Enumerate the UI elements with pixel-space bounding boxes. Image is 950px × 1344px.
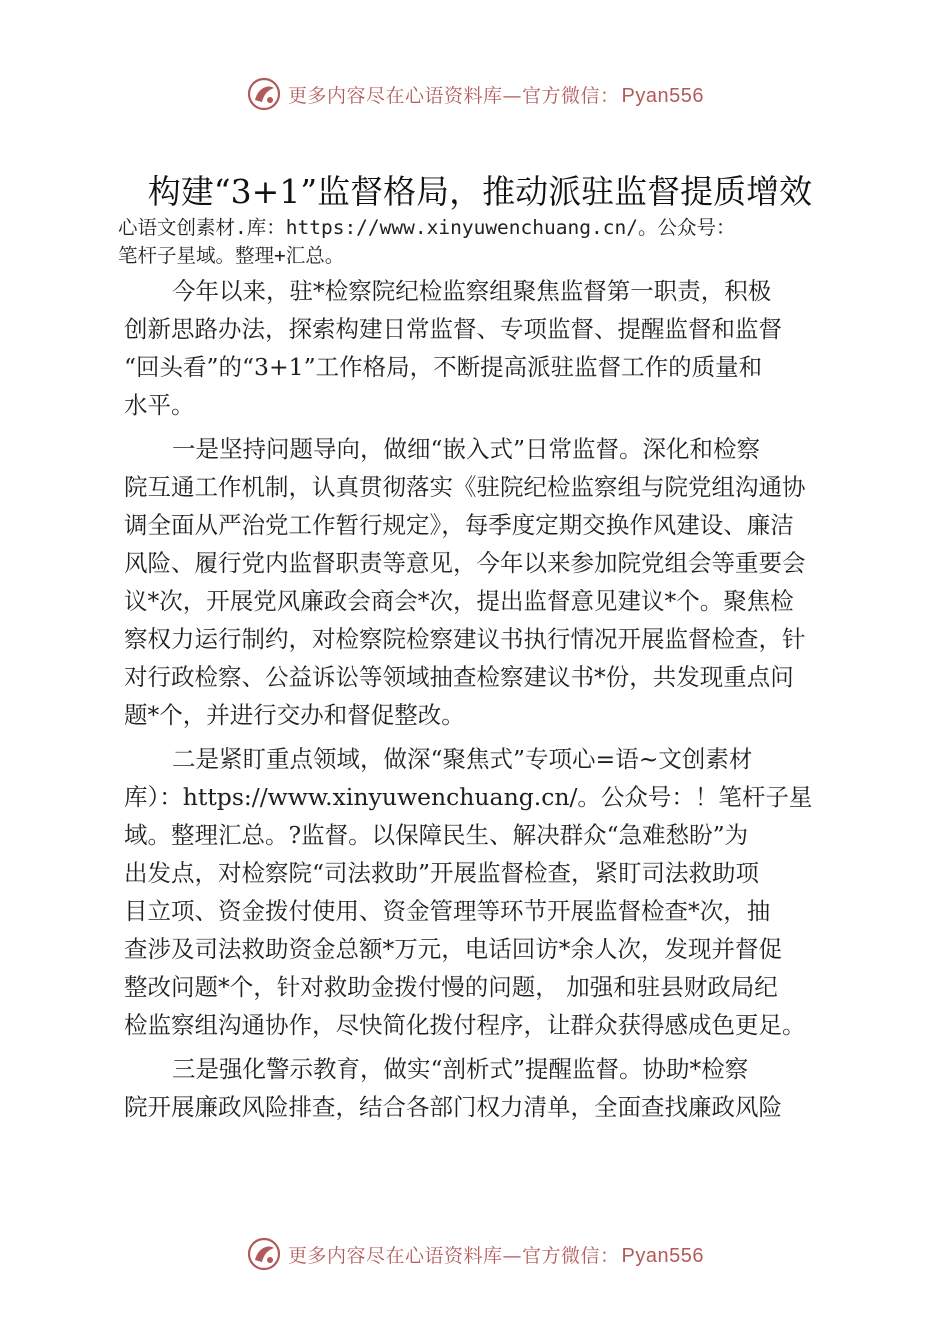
paragraph-special-supervision (124, 740, 844, 1044)
text-line: 今年以来，驻*检察院纪检监察组聚焦监督第一职责，积极 (172, 277, 772, 305)
text-line: 出发点，对检察院“司法救助”开展监督检查，紧盯司法救助项 (124, 859, 760, 887)
watermark-handle: Pyan556 (621, 1244, 704, 1267)
source-line: 心语文创素材.库：https://www.xinyuwenchuang.cn/。公众号： (118, 216, 736, 239)
text-line: 整改问题*个，针对救助金拨付慢的问题， 加强和驻县财政局纪 (124, 973, 778, 1001)
watermark-text: 更多内容尽在心语资料库—官方微信： Pyan556 (288, 1244, 704, 1267)
footer-watermark (0, 1234, 950, 1274)
text-line: 创新思路办法，探索构建日常监督、专项监督、提醒监督和监督 (124, 315, 782, 343)
text-line: 院开展廉政风险排查，结合各部门权力清单，全面查找廉政风险 (124, 1093, 782, 1121)
text-line: 调全面从严治党工作暂行规定》，每季度定期交换作风建设、廉洁 (124, 511, 794, 539)
text-line: “回头看”的“3+1”工作格局，不断提高派驻监督工作的质量和 (124, 353, 763, 381)
text-line: 域。整理汇总。?监督。以保障民生、解决群众“急难愁盼”为 (124, 821, 749, 849)
text-line: 水平。 (124, 391, 195, 419)
paragraph-warning-education (124, 1050, 844, 1126)
document-body (124, 272, 844, 1132)
text-line: 库）：https://www.xinyuwenchuang.cn/。公众号：！笔杆子星 (124, 783, 813, 811)
source-note (118, 214, 848, 270)
header-watermark (0, 74, 950, 114)
text-line: 三是强化警示教育，做实“剖析式”提醒监督。协助*检察 (172, 1055, 749, 1083)
paragraph-intro (124, 272, 844, 424)
text-line: 目立项、资金拨付使用、资金管理等环节开展监督检查*次，抽 (124, 897, 771, 925)
text-line: 院互通工作机制，认真贯彻落实《驻院纪检监察组与院党组沟通协 (124, 473, 806, 501)
watermark-logo-icon (246, 1236, 282, 1272)
text-line: 检监察组沟通协作，尽快简化拨付程序，让群众获得感成色更足。 (124, 1011, 806, 1039)
text-line: 对行政检察、公益诉讼等领域抽查检察建议书*份，共发现重点问 (124, 663, 794, 691)
text-line: 二是紧盯重点领域，做深“聚焦式”专项心=语~文创素材 (172, 745, 753, 773)
text-line: 议*次，开展党风廉政会商会*次，提出监督意见建议*个。聚焦检 (124, 587, 794, 615)
text-line: 察权力运行制约，对检察院检察建议书执行情况开展监督检查，针 (124, 625, 806, 653)
watermark-logo-icon (246, 76, 282, 112)
watermark-handle: Pyan556 (621, 84, 704, 107)
document-title: 构建“3+1”监督格局，推动派驻监督提质增效 (147, 172, 813, 211)
watermark-text: 更多内容尽在心语资料库—官方微信： Pyan556 (288, 84, 704, 107)
text-line: 风险、履行党内监督职责等意见，今年以来参加院党组会等重要会 (124, 549, 806, 577)
text-line: 题*个，并进行交办和督促整改。 (124, 701, 465, 729)
paragraph-daily-supervision (124, 430, 844, 734)
text-line: 查涉及司法救助资金总额*万元，电话回访*余人次，发现并督促 (124, 935, 782, 963)
source-line: 笔杆子星域。整理+汇总。 (118, 244, 345, 267)
text-line: 一是坚持问题导向，做细“嵌入式”日常监督。深化和检察 (172, 435, 761, 463)
